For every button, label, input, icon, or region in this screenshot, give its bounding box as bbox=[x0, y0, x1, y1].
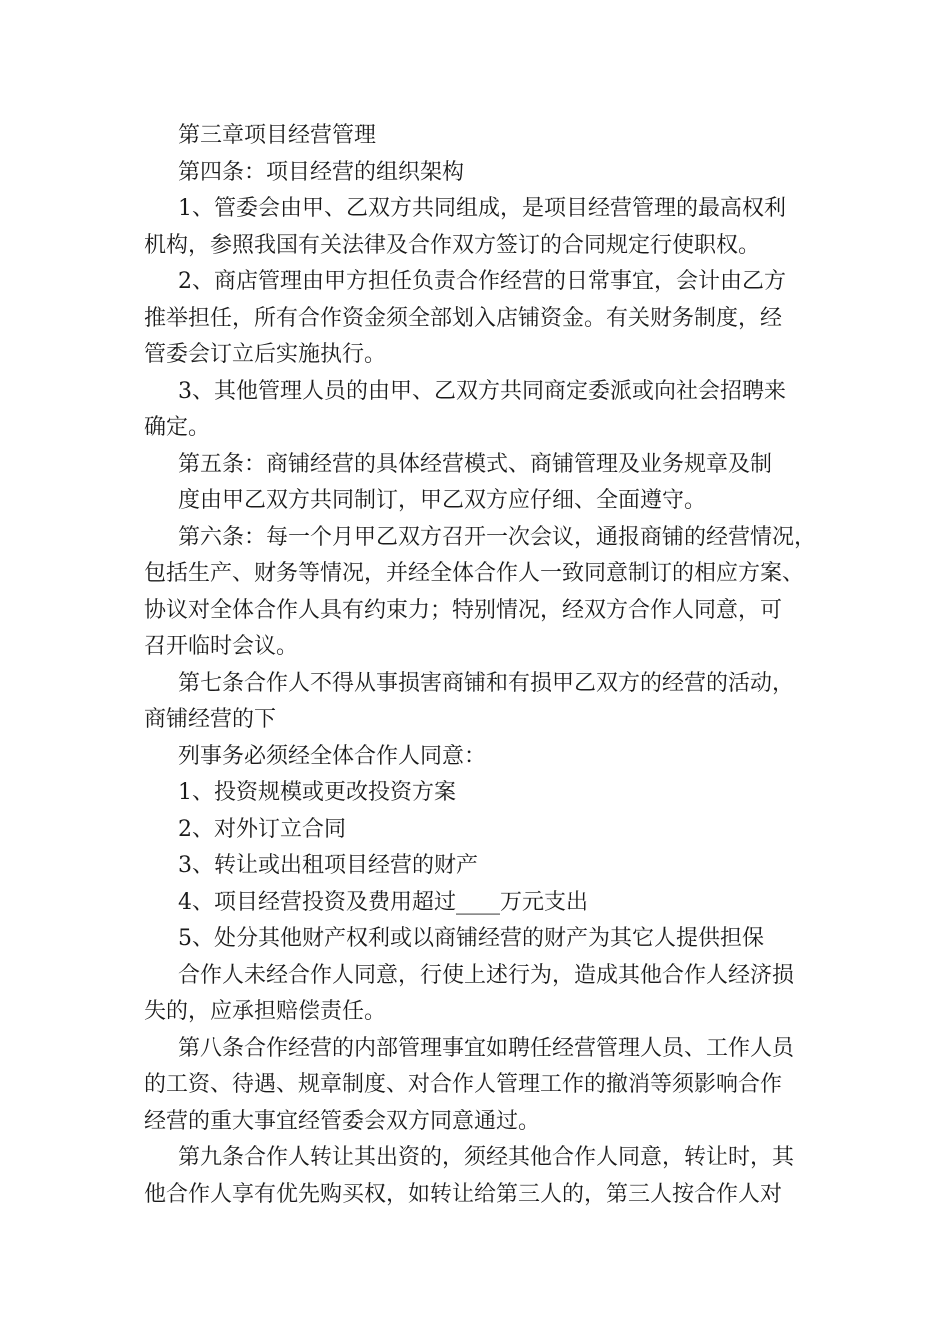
paragraph-line: 第六条：每一个月甲乙双方召开一次会议，通报商铺的经营情况， bbox=[178, 524, 817, 550]
paragraph-line: 包括生产、财务等情况，并经全体合作人一致同意制订的相应方案、 bbox=[144, 561, 805, 586]
paragraph-line: 召开临时会议。 bbox=[144, 634, 299, 659]
list-item: 4、项目经营投资及费用超过____万元支出 bbox=[178, 889, 588, 915]
paragraph-line: 第四条：项目经营的组织架构 bbox=[178, 159, 465, 185]
paragraph-line: 推举担任，所有合作资金须全部划入店铺资金。有关财务制度，经 bbox=[144, 305, 783, 331]
paragraph-line: 失的，应承担赔偿责任。 bbox=[144, 999, 387, 1024]
document-body bbox=[144, 118, 820, 1213]
paragraph-line: 第九条合作人转让其出资的，须经其他合作人同意，转让时，其 bbox=[178, 1145, 795, 1170]
paragraph-line: 确定。 bbox=[144, 415, 211, 440]
paragraph-line: 2、商店管理由甲方担任负责合作经营的日常事宜，会计由乙方 bbox=[178, 269, 786, 294]
list-item: 5、处分其他财产权利或以商铺经营的财产为其它人提供担保 bbox=[178, 926, 764, 951]
paragraph-line: 列事务必须经全体合作人同意： bbox=[178, 743, 487, 769]
list-item: 1、投资规模或更改投资方案 bbox=[178, 780, 456, 805]
paragraph-line: 经营的重大事宜经管委会双方同意通过。 bbox=[144, 1108, 541, 1134]
paragraph-line: 度由甲乙双方共同制订，甲乙双方应仔细、全面遵守。 bbox=[178, 488, 707, 513]
paragraph-line: 合作人未经合作人同意，行使上述行为，造成其他合作人经济损 bbox=[178, 962, 795, 988]
paragraph-line: 机构，参照我国有关法律及合作双方签订的合同规定行使职权。 bbox=[144, 232, 761, 258]
paragraph-line: 商铺经营的下 bbox=[144, 707, 277, 732]
paragraph-line: 1、管委会由甲、乙双方共同组成，是项目经营管理的最高权利 bbox=[178, 196, 786, 221]
chapter-heading: 第三章项目经营管理 bbox=[178, 123, 377, 148]
paragraph-line: 的工资、待遇、规章制度、对合作人管理工作的撤消等须影响合作 bbox=[144, 1072, 783, 1097]
paragraph-line: 第七条合作人不得从事损害商铺和有损甲乙双方的经营的活动， bbox=[178, 670, 795, 696]
paragraph-line: 第八条合作经营的内部管理事宜如聘任经营管理人员、工作人员 bbox=[178, 1035, 795, 1061]
list-item: 3、转让或出租项目经营的财产 bbox=[178, 853, 478, 878]
paragraph-line: 第五条：商铺经营的具体经营模式、商铺管理及业务规章及制 bbox=[178, 451, 773, 477]
paragraph-line: 3、其他管理人员的由甲、乙双方共同商定委派或向社会招聘来 bbox=[178, 378, 786, 404]
list-item: 2、对外订立合同 bbox=[178, 816, 346, 842]
paragraph-line: 协议对全体合作人具有约束力；特别情况，经双方合作人同意，可 bbox=[144, 597, 783, 623]
paragraph-line: 管委会订立后实施执行。 bbox=[144, 342, 387, 367]
paragraph-line: 他合作人享有优先购买权，如转让给第三人的，第三人按合作人对 bbox=[144, 1181, 783, 1207]
